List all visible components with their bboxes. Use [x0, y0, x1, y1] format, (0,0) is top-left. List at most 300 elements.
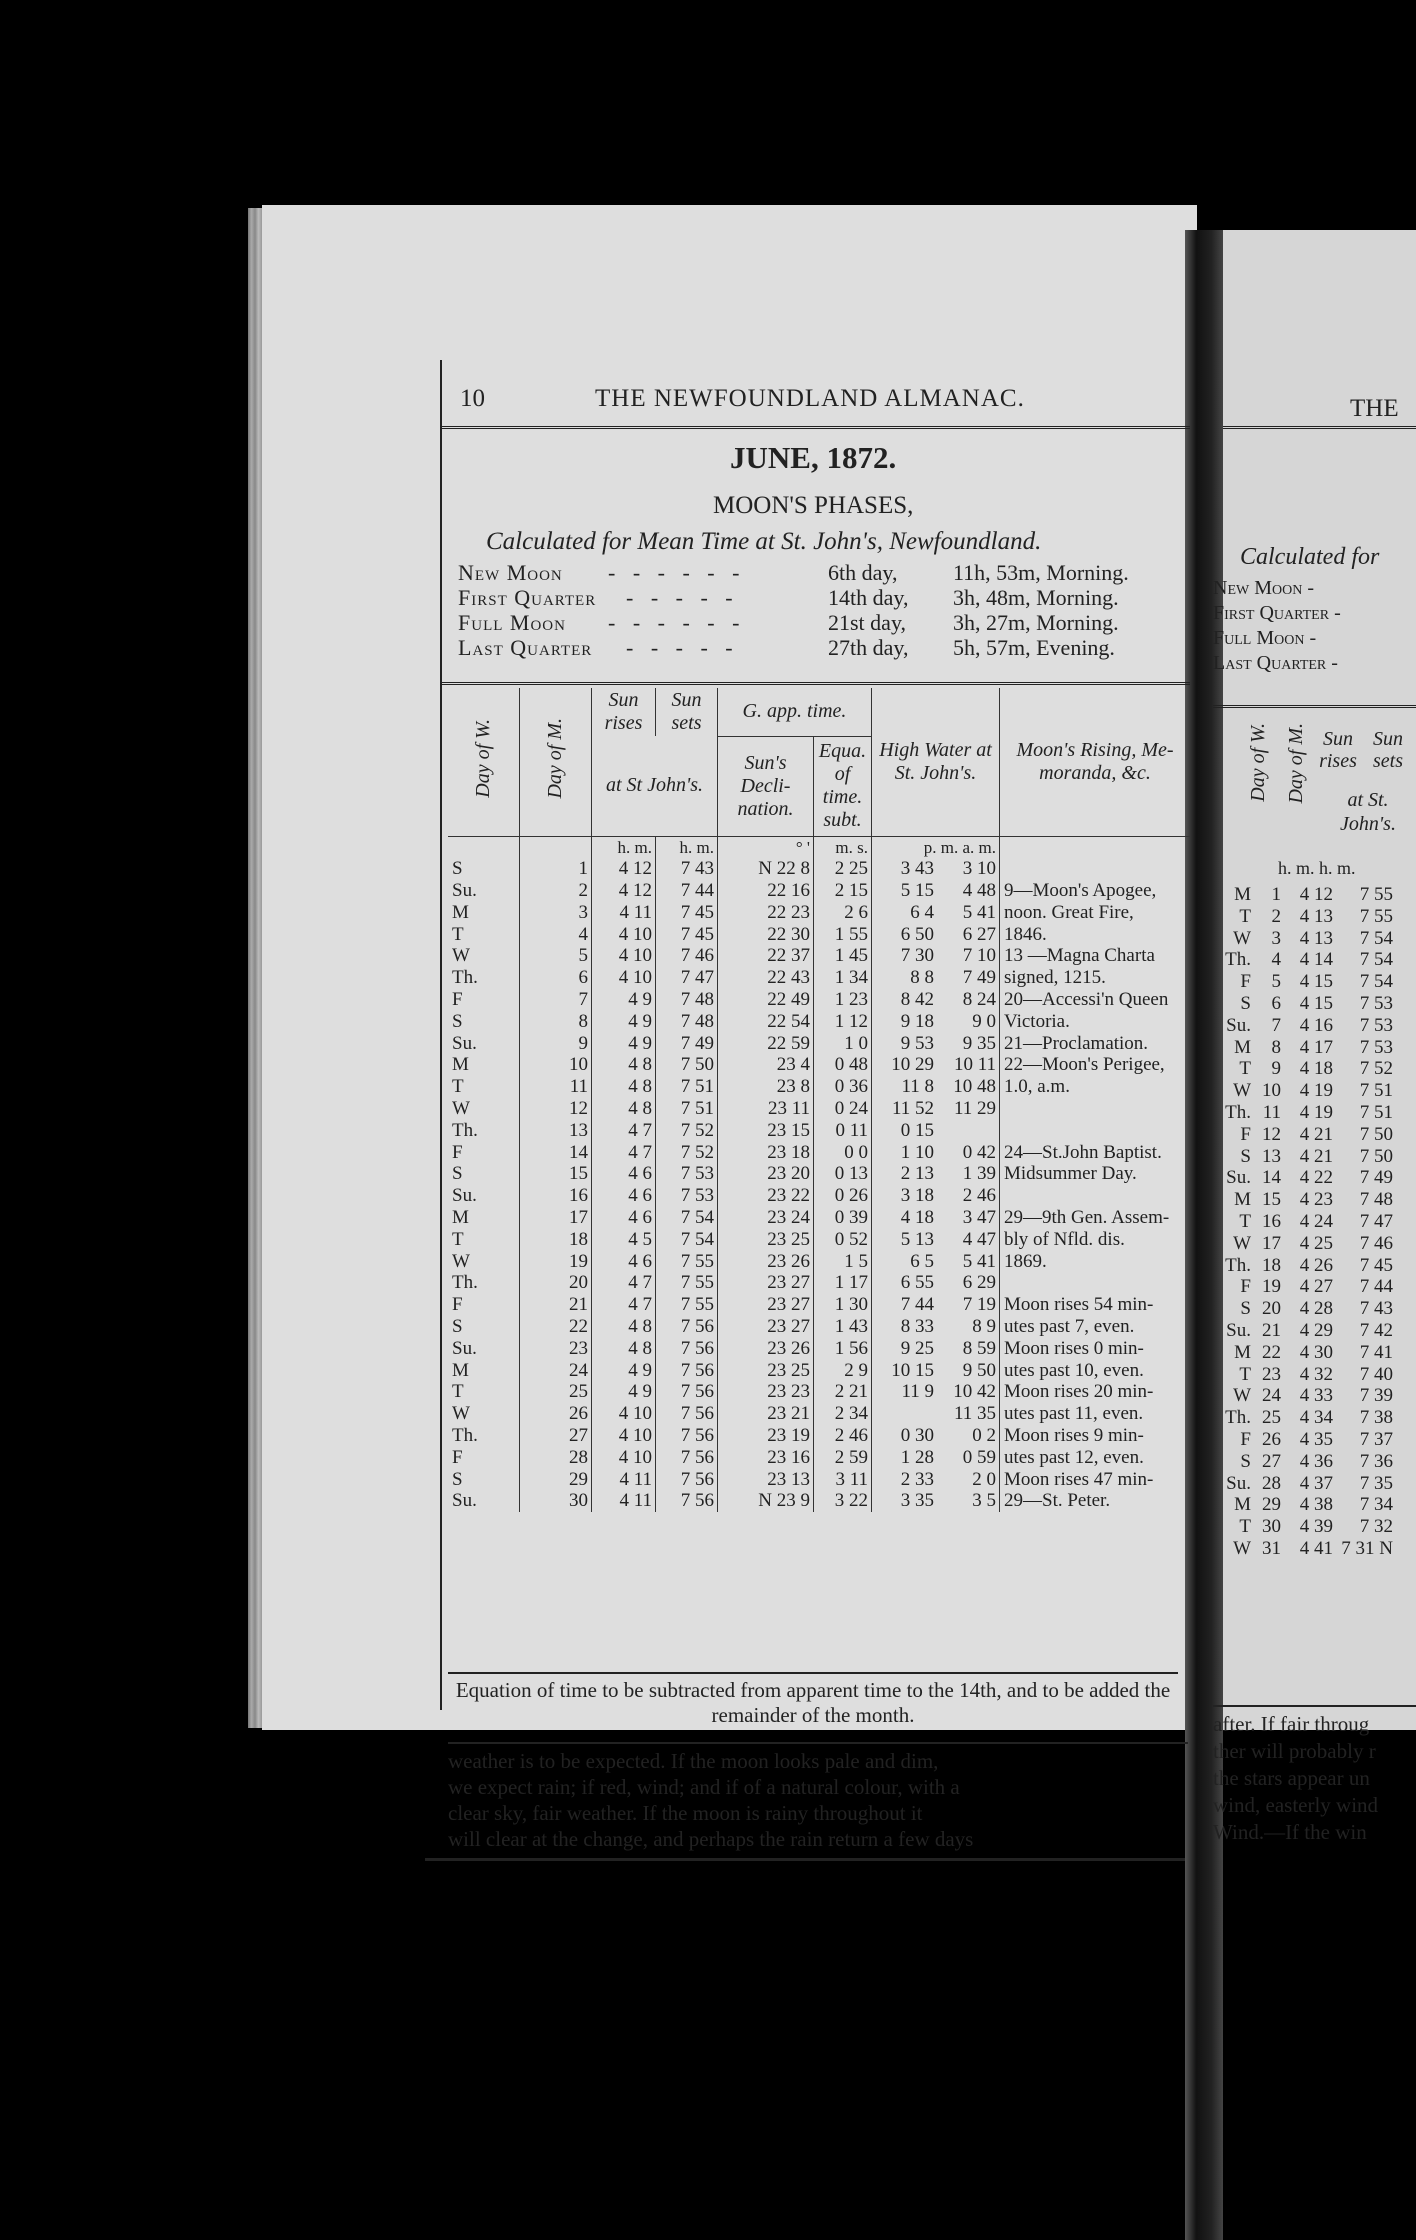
- cell-sun-rises: 4 9: [592, 1381, 656, 1403]
- cell-memo: noon. Great Fire,: [1000, 902, 1191, 924]
- right-running-title: THE: [1350, 395, 1399, 422]
- cell-declination: 23 25: [718, 1229, 814, 1251]
- cell-sun-rises: 4 9: [592, 1011, 656, 1033]
- cell-equation: 2 25: [814, 858, 872, 880]
- table-row: [448, 1469, 1190, 1491]
- cell-day-of-week: Th.: [1225, 1407, 1251, 1429]
- cell-sun-sets: 7 36: [1359, 1450, 1393, 1472]
- high-water-am: 7 19: [962, 1294, 996, 1316]
- header-g-app-time: G. app. time.: [718, 688, 872, 736]
- right-table-row: [1213, 1233, 1393, 1255]
- high-water-pm: 9 18: [900, 1010, 934, 1032]
- cell-high-water: [872, 1207, 1000, 1229]
- cell-day-of-month: 18: [520, 1229, 592, 1251]
- cell-day-of-month: 22: [1262, 1341, 1281, 1363]
- right-table-row: [1213, 1342, 1393, 1364]
- high-water-am: 9 35: [962, 1032, 996, 1054]
- cell-day-of-month: 26: [1262, 1428, 1281, 1450]
- high-water-am: 11 29: [953, 1098, 996, 1120]
- cell-declination: 23 22: [718, 1185, 814, 1207]
- cell-day-of-week: Su.: [452, 1337, 477, 1359]
- cell-declination: 23 16: [718, 1447, 814, 1469]
- cell-day-of-month: 25: [520, 1381, 592, 1403]
- cell-day-of-month: 10: [520, 1054, 592, 1076]
- cell-day-of-month: 18: [1262, 1254, 1281, 1276]
- cell-day-of-month: 28: [520, 1447, 592, 1469]
- cell-equation: 3 22: [814, 1490, 872, 1512]
- cell-sun-rises: 4 10: [592, 1403, 656, 1425]
- cell-day-of-week: Th.: [452, 967, 478, 989]
- cell-day-of-week: F: [452, 989, 463, 1011]
- cell-equation: 0 48: [814, 1054, 872, 1076]
- cell-declination: 23 13: [718, 1469, 814, 1491]
- cell-memo: 20—Accessi'n Queen: [1000, 989, 1191, 1011]
- cell-sun-rises: 4 8: [592, 1098, 656, 1120]
- phase-row: New Moon - - - - - - 6th day, 11h, 53m, Morning.: [458, 560, 1129, 585]
- cell-equation: 0 24: [814, 1098, 872, 1120]
- cell-memo: 22—Moon's Perigee,: [1000, 1054, 1191, 1076]
- cell-sun-sets: 7 53: [656, 1163, 718, 1185]
- cell-high-water: [872, 1360, 1000, 1382]
- cell-day-of-month: 5: [520, 945, 592, 967]
- cell-day-of-month: 21: [1262, 1319, 1281, 1341]
- high-water-am: 2 0: [972, 1468, 996, 1490]
- right-table: [1213, 884, 1393, 1560]
- cell-equation: 2 59: [814, 1447, 872, 1469]
- closing-line: weather is to be expected. If the moon looks pale and dim,: [448, 1749, 939, 1773]
- cell-memo: 1.0, a.m.: [1000, 1076, 1191, 1098]
- cell-day-of-week: Th.: [452, 1425, 478, 1447]
- cell-day-of-week: Su.: [1226, 1319, 1251, 1341]
- running-title: THE NEWFOUNDLAND ALMANAC.: [595, 385, 1025, 412]
- cell-day-of-month: 22: [520, 1316, 592, 1338]
- high-water-pm: 11 8: [901, 1076, 934, 1098]
- cell-high-water: [872, 1098, 1000, 1120]
- right-table-row: [1213, 1516, 1393, 1538]
- cell-sun-rises: 4 38: [1299, 1494, 1333, 1516]
- cell-day-of-week: S: [1240, 1145, 1251, 1167]
- cell-sun-rises: 4 15: [1299, 992, 1333, 1014]
- cell-equation: 1 0: [814, 1033, 872, 1055]
- cell-declination: 22 23: [718, 902, 814, 924]
- cell-declination: 22 16: [718, 880, 814, 902]
- cell-declination: 22 49: [718, 989, 814, 1011]
- right-table-row: [1213, 1080, 1393, 1102]
- table-row: [448, 1316, 1190, 1338]
- high-water-am: 3 47: [962, 1207, 996, 1229]
- cell-sun-rises: 4 18: [1299, 1058, 1333, 1080]
- right-table-row: [1213, 1015, 1393, 1037]
- cell-memo: Midsummer Day.: [1000, 1163, 1191, 1185]
- cell-day-of-week: S: [1240, 1298, 1251, 1320]
- cell-memo: [1000, 858, 1191, 880]
- cell-memo: 21—Proclamation.: [1000, 1033, 1191, 1055]
- right-table-row: [1213, 993, 1393, 1015]
- cell-day-of-week: T: [1239, 1210, 1251, 1232]
- right-table-row: [1213, 1385, 1393, 1407]
- cell-equation: 0 39: [814, 1207, 872, 1229]
- cell-sun-sets: 7 45: [1359, 1254, 1393, 1276]
- cell-sun-rises: 4 34: [1299, 1407, 1333, 1429]
- cell-declination: 23 24: [718, 1207, 814, 1229]
- calendar-table: [448, 688, 1190, 1512]
- right-table-row: [1213, 1037, 1393, 1059]
- cell-sun-rises: 4 10: [592, 1447, 656, 1469]
- high-water-pm: 3 43: [900, 858, 934, 880]
- high-water-am: 8 59: [962, 1337, 996, 1359]
- cell-sun-rises: 4 10: [592, 967, 656, 989]
- cell-sun-rises: 4 10: [592, 1425, 656, 1447]
- cell-day-of-month: 11: [1262, 1101, 1281, 1123]
- cell-sun-rises: 4 24: [1299, 1210, 1333, 1232]
- cell-sun-rises: 4 26: [1299, 1254, 1333, 1276]
- high-water-pm: 3 18: [900, 1185, 934, 1207]
- cell-sun-sets: 7 56: [656, 1360, 718, 1382]
- cell-sun-sets: 7 46: [1359, 1232, 1393, 1254]
- cell-day-of-week: M: [1234, 1494, 1251, 1516]
- right-header-rule: [1223, 426, 1416, 429]
- high-water-pm: 0 15: [900, 1119, 934, 1141]
- high-water-am: 4 48: [962, 880, 996, 902]
- high-water-am: 3 5: [972, 1490, 996, 1512]
- high-water-am: 0 59: [962, 1446, 996, 1468]
- cell-declination: 23 11: [718, 1098, 814, 1120]
- cell-day-of-week: S: [452, 1010, 463, 1032]
- footnote: Equation of time to be subtracted from apparent time to the 14th, and to be added the remainder of the month.: [448, 1672, 1178, 1728]
- cell-day-of-month: 15: [520, 1163, 592, 1185]
- cell-equation: 1 23: [814, 989, 872, 1011]
- high-water-am: 2 46: [962, 1185, 996, 1207]
- cell-day-of-week: S: [1240, 1450, 1251, 1472]
- cell-sun-rises: 4 25: [1299, 1232, 1333, 1254]
- cell-day-of-week: M: [452, 1359, 469, 1381]
- cell-sun-sets: 7 50: [656, 1054, 718, 1076]
- cell-sun-sets: 7 55: [1359, 884, 1393, 905]
- cell-declination: 23 27: [718, 1316, 814, 1338]
- high-water-am: 9 0: [972, 1010, 996, 1032]
- cell-equation: 2 46: [814, 1425, 872, 1447]
- cell-declination: 23 8: [718, 1076, 814, 1098]
- unit-rise: h. m.: [592, 836, 656, 858]
- cell-equation: 0 11: [814, 1120, 872, 1142]
- cell-day-of-week: W: [1233, 927, 1251, 949]
- cell-high-water: [872, 1076, 1000, 1098]
- cell-sun-rises: 4 8: [592, 1338, 656, 1360]
- cell-day-of-month: 28: [1262, 1472, 1281, 1494]
- cell-sun-rises: 4 8: [592, 1076, 656, 1098]
- cell-memo: bly of Nfld. dis.: [1000, 1229, 1191, 1251]
- cell-day-of-week: Th.: [452, 1119, 478, 1141]
- high-water-pm: 6 50: [900, 923, 934, 945]
- cell-declination: 23 21: [718, 1403, 814, 1425]
- cell-day-of-month: 8: [520, 1011, 592, 1033]
- cell-sun-sets: 7 35: [1359, 1472, 1393, 1494]
- cell-day-of-week: T: [1239, 1058, 1251, 1080]
- right-table-row: [1213, 1473, 1393, 1495]
- cell-declination: 23 27: [718, 1272, 814, 1294]
- table-row: [448, 1142, 1190, 1164]
- cell-day-of-month: 8: [1271, 1036, 1281, 1058]
- cell-day-of-week: T: [452, 923, 464, 945]
- cell-declination: 23 4: [718, 1054, 814, 1076]
- cell-equation: 1 56: [814, 1338, 872, 1360]
- high-water-am: 7 10: [962, 945, 996, 967]
- cell-sun-sets: 7 55: [656, 1251, 718, 1273]
- cell-memo: utes past 7, even.: [1000, 1316, 1191, 1338]
- cell-sun-rises: 4 33: [1299, 1385, 1333, 1407]
- cell-sun-sets: 7 56: [656, 1338, 718, 1360]
- cell-high-water: [872, 1229, 1000, 1251]
- cell-day-of-month: 2: [1271, 905, 1281, 927]
- cell-high-water: [872, 880, 1000, 902]
- cell-day-of-week: Su.: [452, 1185, 477, 1207]
- cell-sun-rises: 4 19: [1299, 1101, 1333, 1123]
- table-row: [448, 1163, 1190, 1185]
- cell-memo: 1869.: [1000, 1251, 1191, 1273]
- cell-sun-rises: 4 5: [592, 1229, 656, 1251]
- cell-day-of-month: 15: [1262, 1189, 1281, 1211]
- cell-sun-sets: 7 51: [1359, 1080, 1393, 1102]
- cell-equation: 1 34: [814, 967, 872, 989]
- cell-day-of-week: M: [1234, 1341, 1251, 1363]
- right-subtitle: Calculated for: [1240, 544, 1380, 570]
- cell-day-of-month: 6: [520, 967, 592, 989]
- high-water-pm: 4 18: [900, 1207, 934, 1229]
- cell-equation: 1 12: [814, 1011, 872, 1033]
- cell-day-of-month: 24: [1262, 1385, 1281, 1407]
- cell-day-of-month: 11: [520, 1076, 592, 1098]
- cell-sun-sets: 7 56: [656, 1490, 718, 1512]
- cell-declination: 23 20: [718, 1163, 814, 1185]
- cell-memo: [1000, 1185, 1191, 1207]
- cell-sun-sets: 7 53: [1359, 992, 1393, 1014]
- cell-day-of-week: T: [1239, 1516, 1251, 1538]
- cell-day-of-month: 29: [1262, 1494, 1281, 1516]
- high-water-am: 8 24: [962, 989, 996, 1011]
- right-table-row: [1213, 1124, 1393, 1146]
- high-water-pm: 11 52: [891, 1098, 934, 1120]
- header-at-st-johns: at St John's.: [592, 736, 718, 836]
- cell-day-of-month: 3: [520, 902, 592, 924]
- cell-sun-sets: 7 37: [1359, 1428, 1393, 1450]
- table-row: [448, 1425, 1190, 1447]
- header-rule: [440, 426, 1190, 429]
- cell-declination: 22 54: [718, 1011, 814, 1033]
- cell-high-water: [872, 1251, 1000, 1273]
- right-table-row: [1213, 1538, 1393, 1560]
- cell-sun-sets: 7 38: [1359, 1407, 1393, 1429]
- cell-day-of-week: S: [1240, 992, 1251, 1014]
- cell-sun-rises: 4 6: [592, 1251, 656, 1273]
- high-water-am: 0 42: [962, 1141, 996, 1163]
- cell-sun-sets: 7 45: [656, 902, 718, 924]
- table-row: [448, 924, 1190, 946]
- right-table-row: [1213, 971, 1393, 993]
- cell-declination: N 23 9: [718, 1490, 814, 1512]
- cell-sun-rises: 4 13: [1299, 927, 1333, 949]
- cell-memo: Moon rises 0 min-: [1000, 1338, 1191, 1360]
- table-row: [448, 1403, 1190, 1425]
- table-row: [448, 858, 1190, 880]
- cell-sun-rises: 4 7: [592, 1142, 656, 1164]
- cell-day-of-month: 23: [1262, 1363, 1281, 1385]
- header-sun-rises: Sun rises: [592, 688, 656, 736]
- cell-day-of-month: 26: [520, 1403, 592, 1425]
- cell-declination: 22 30: [718, 924, 814, 946]
- cell-high-water: [872, 924, 1000, 946]
- table-row: [448, 902, 1190, 924]
- cell-day-of-month: 9: [520, 1033, 592, 1055]
- high-water-am: 10 42: [953, 1381, 996, 1403]
- cell-day-of-month: 4: [520, 924, 592, 946]
- table-row: [448, 967, 1190, 989]
- cell-sun-sets: 7 41: [1359, 1341, 1393, 1363]
- cell-sun-rises: 4 30: [1299, 1341, 1333, 1363]
- unit-set: h. m.: [656, 836, 718, 858]
- cell-sun-sets: 7 54: [1359, 927, 1393, 949]
- cell-high-water: [872, 1425, 1000, 1447]
- cell-day-of-week: M: [452, 901, 469, 923]
- cell-day-of-month: 19: [520, 1251, 592, 1273]
- header-day-of-week: Day of W.: [472, 719, 494, 799]
- cell-day-of-week: W: [452, 1098, 470, 1120]
- high-water-am: 6 27: [962, 923, 996, 945]
- right-table-row: [1213, 1451, 1393, 1473]
- cell-high-water: [872, 1403, 1000, 1425]
- high-water-am: 1 39: [962, 1163, 996, 1185]
- closing-line: will clear at the change, and perhaps the rain return a few days: [448, 1827, 974, 1851]
- cell-sun-rises: 4 29: [1299, 1319, 1333, 1341]
- cell-sun-sets: 7 52: [656, 1120, 718, 1142]
- cell-equation: 1 30: [814, 1294, 872, 1316]
- cell-equation: 2 21: [814, 1381, 872, 1403]
- cell-high-water: [872, 1163, 1000, 1185]
- cell-day-of-week: M: [452, 1207, 469, 1229]
- cell-day-of-month: 7: [520, 989, 592, 1011]
- cell-sun-sets: 7 56: [656, 1469, 718, 1491]
- cell-sun-sets: 7 50: [1359, 1145, 1393, 1167]
- high-water-pm: 9 53: [900, 1032, 934, 1054]
- high-water-pm: 6 55: [900, 1272, 934, 1294]
- cell-high-water: [872, 1033, 1000, 1055]
- table-row: [448, 1033, 1190, 1055]
- cell-sun-sets: 7 47: [656, 967, 718, 989]
- cell-equation: 2 15: [814, 880, 872, 902]
- cell-day-of-week: S: [452, 1163, 463, 1185]
- unit-hw: p. m. a. m.: [872, 836, 1000, 858]
- moon-phases-title: MOON'S PHASES,: [713, 492, 914, 519]
- cell-day-of-month: 20: [1262, 1298, 1281, 1320]
- cell-sun-rises: 4 8: [592, 1316, 656, 1338]
- cell-sun-sets: 7 53: [1359, 1014, 1393, 1036]
- cell-sun-sets: 7 54: [1359, 971, 1393, 993]
- cell-day-of-week: F: [452, 1141, 463, 1163]
- cell-day-of-week: W: [452, 1250, 470, 1272]
- cell-sun-rises: 4 14: [1299, 949, 1333, 971]
- cell-day-of-month: 4: [1271, 949, 1281, 971]
- cell-day-of-week: F: [452, 1446, 463, 1468]
- cell-high-water: [872, 1469, 1000, 1491]
- cell-sun-rises: 4 11: [592, 1490, 656, 1512]
- cell-day-of-month: 9: [1271, 1058, 1281, 1080]
- cell-sun-rises: 4 22: [1299, 1167, 1333, 1189]
- right-table-row: [1213, 1407, 1393, 1429]
- cell-declination: 23 19: [718, 1425, 814, 1447]
- right-table-row: [1213, 1167, 1393, 1189]
- cell-sun-rises: 4 7: [592, 1272, 656, 1294]
- cell-equation: 0 13: [814, 1163, 872, 1185]
- cell-sun-rises: 4 9: [592, 1360, 656, 1382]
- cell-declination: 23 26: [718, 1338, 814, 1360]
- high-water-pm: 2 13: [900, 1163, 934, 1185]
- cell-sun-rises: 4 15: [1299, 971, 1333, 993]
- cell-memo: Moon rises 9 min-: [1000, 1425, 1191, 1447]
- high-water-pm: 1 28: [900, 1446, 934, 1468]
- cell-sun-sets: 7 47: [1359, 1210, 1393, 1232]
- cell-declination: 23 15: [718, 1120, 814, 1142]
- cell-sun-sets: 7 31 N: [1341, 1537, 1393, 1559]
- high-water-pm: 3 35: [900, 1490, 934, 1512]
- cell-high-water: [872, 1294, 1000, 1316]
- high-water-pm: 10 15: [891, 1359, 934, 1381]
- cell-day-of-week: Th.: [1225, 949, 1251, 971]
- cell-day-of-week: Su.: [1226, 1167, 1251, 1189]
- cell-sun-rises: 4 17: [1299, 1036, 1333, 1058]
- header-moon-rising: Moon's Rising, Me- moranda, &c.: [1000, 688, 1191, 836]
- cell-sun-rises: 4 27: [1299, 1276, 1333, 1298]
- cell-declination: 23 23: [718, 1381, 814, 1403]
- table-row: [448, 1076, 1190, 1098]
- cell-high-water: [872, 1185, 1000, 1207]
- high-water-pm: 11 9: [901, 1381, 934, 1403]
- cell-day-of-week: S: [452, 1316, 463, 1338]
- header-day-of-month: Day of M.: [520, 688, 592, 836]
- cell-sun-rises: 4 10: [592, 924, 656, 946]
- cell-sun-sets: 7 52: [656, 1142, 718, 1164]
- cell-day-of-week: F: [1240, 1428, 1251, 1450]
- closing-paragraph: [448, 1742, 1188, 1852]
- cell-sun-sets: 7 56: [656, 1425, 718, 1447]
- cell-high-water: [872, 1054, 1000, 1076]
- phase-row: First Quarter - - - - - 14th day, 3h, 48m, Morning.: [458, 585, 1119, 610]
- table-row: [448, 1490, 1190, 1512]
- right-phases: New Moon - First Quarter - Full Moon - Last Quarter -: [1213, 577, 1341, 674]
- right-table-row: [1213, 1211, 1393, 1233]
- cell-day-of-month: 30: [1262, 1516, 1281, 1538]
- cell-day-of-week: M: [1234, 884, 1251, 905]
- cell-memo: Victoria.: [1000, 1011, 1191, 1033]
- cell-memo: Moon rises 20 min-: [1000, 1381, 1191, 1403]
- cell-day-of-month: 27: [1262, 1450, 1281, 1472]
- cell-day-of-month: 20: [520, 1272, 592, 1294]
- right-table-row: [1213, 1320, 1393, 1342]
- cell-day-of-week: Su.: [1226, 1014, 1251, 1036]
- cell-sun-rises: 4 12: [592, 880, 656, 902]
- high-water-pm: 10 29: [891, 1054, 934, 1076]
- cell-sun-sets: 7 56: [656, 1447, 718, 1469]
- cell-day-of-week: W: [1233, 1232, 1251, 1254]
- right-table-row: [1213, 1364, 1393, 1386]
- table-row: [448, 1338, 1190, 1360]
- table-row: [448, 1207, 1190, 1229]
- cell-declination: N 22 8: [718, 858, 814, 880]
- cell-memo: 29—St. Peter.: [1000, 1490, 1191, 1512]
- high-water-pm: 5 13: [900, 1228, 934, 1250]
- cell-sun-rises: 4 41: [1299, 1537, 1333, 1559]
- cell-sun-sets: 7 55: [656, 1272, 718, 1294]
- cell-sun-sets: 7 51: [656, 1076, 718, 1098]
- right-units: h. m. h. m.: [1278, 858, 1356, 878]
